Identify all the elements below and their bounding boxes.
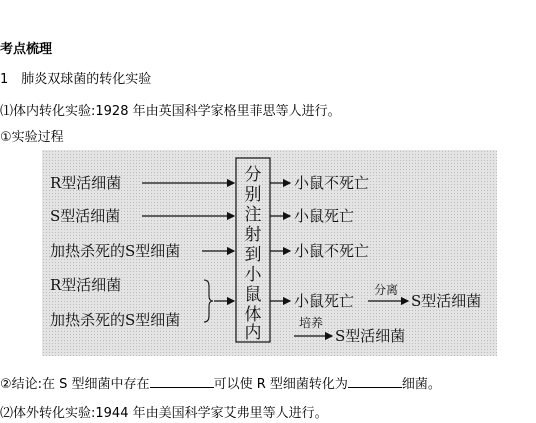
box-char-1: 分 — [244, 165, 262, 185]
outcome-2: 小鼠死亡 — [294, 207, 355, 225]
item-1-title: 1 肺炎双球菌的转化实验 — [0, 72, 152, 87]
experiment-diagram — [42, 150, 497, 356]
input-s-live: S型活细菌 — [50, 207, 121, 225]
outcome-1: 小鼠不死亡 — [294, 174, 370, 192]
conclusion-blank-1[interactable] — [150, 375, 214, 388]
conclusion-suffix: 细菌。 — [401, 377, 441, 392]
input-s-heat-killed-2: 加热杀死的S型细菌 — [50, 311, 181, 329]
step-culture-label: 培养 — [299, 316, 324, 330]
box-char-8: 体 — [244, 305, 262, 325]
box-char-9: 内 — [244, 323, 262, 343]
conclusion-line — [0, 373, 441, 392]
box-char-6: 小 — [244, 265, 262, 285]
conclusion-blank-2[interactable] — [348, 375, 402, 388]
experiment-diagram-svg — [42, 150, 497, 356]
result-culture: S型活细菌 — [335, 327, 406, 345]
outcome-3: 小鼠不死亡 — [294, 242, 370, 260]
conclusion-middle: 可以使 R 型细菌转化为 — [213, 377, 348, 392]
subsection-2: ⑵体外转化实验:1944 年由美国科学家艾弗里等人进行。 — [0, 406, 328, 421]
conclusion-prefix: ②结论:在 S 型细菌中存在 — [0, 377, 150, 392]
brace — [204, 280, 213, 322]
input-r-live-2: R型活细菌 — [50, 276, 122, 294]
outcome-4: 小鼠死亡 — [294, 292, 355, 310]
step-separate-label: 分离 — [374, 283, 399, 297]
process-label: ①实验过程 — [0, 130, 64, 145]
box-char-4: 射 — [244, 225, 262, 245]
box-char-5: 到 — [244, 245, 262, 265]
box-char-2: 别 — [244, 185, 262, 205]
subsection-1: ⑴体内转化实验:1928 年由英国科学家格里菲思等人进行。 — [0, 104, 341, 119]
result-separate: S型活细菌 — [411, 292, 482, 310]
input-s-heat-killed-1: 加热杀死的S型细菌 — [50, 242, 181, 260]
box-char-7: 鼠 — [244, 285, 262, 305]
section-title: 考点梳理 — [0, 42, 53, 57]
box-char-3: 注 — [244, 205, 262, 225]
input-r-live-1: R型活细菌 — [50, 174, 122, 192]
